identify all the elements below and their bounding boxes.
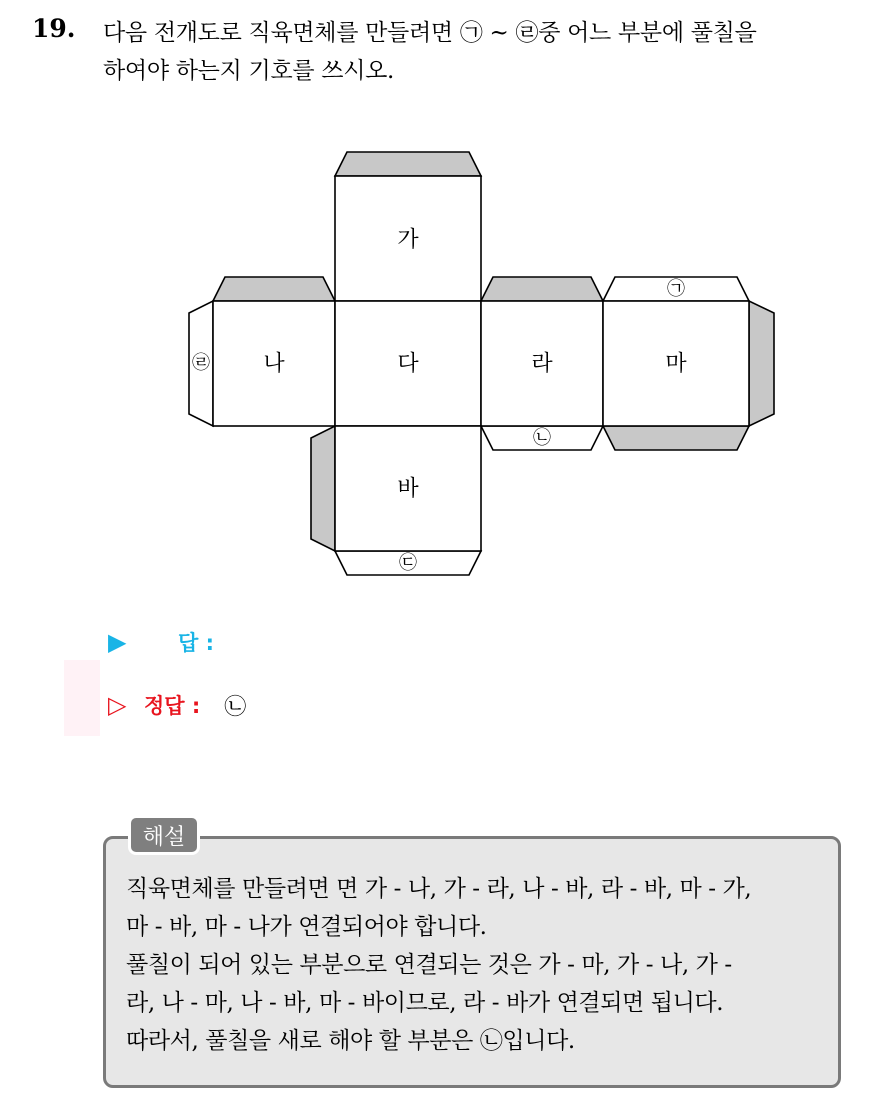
flap-na-top: [213, 277, 335, 301]
flap-ga-top: [335, 152, 481, 176]
question-line-2: 하여야 하는지 기호를 쓰시오.: [103, 58, 395, 84]
explanation-title: 해설: [128, 815, 200, 855]
explanation-line-4: 라, 나 - 마, 나 - 바, 마 - 바이므로, 라 - 바가 연결되면 됩니다.: [126, 990, 724, 1016]
flap-label-giyeok: ㉠: [667, 278, 685, 300]
face-label-ba: 바: [397, 476, 419, 502]
correct-triangle-icon: ▷: [108, 691, 127, 719]
correct-answer-row: [108, 688, 246, 722]
flap-ma-bottom: [603, 426, 749, 450]
flap-ra-top: [481, 277, 603, 301]
answer-label: 답 :: [178, 631, 214, 655]
correct-answer-label: 정답 :: [144, 694, 201, 718]
face-label-ra: 라: [531, 351, 553, 377]
margin-mark: [64, 660, 100, 736]
face-label-da: 다: [397, 351, 419, 377]
flap-ma-right: [749, 301, 774, 426]
explanation-line-2: 마 - 바, 마 - 나가 연결되어야 합니다.: [126, 914, 487, 940]
answer-row: [108, 626, 214, 658]
correct-answer-value: ㉡: [224, 694, 247, 720]
question-number: 19.: [32, 14, 76, 43]
face-label-ma: 마: [665, 351, 687, 377]
flap-label-rieul: ㉣: [192, 352, 210, 374]
flap-ba-left: [311, 426, 335, 551]
explanation-text: [126, 870, 832, 1060]
answer-triangle-icon: ▶: [108, 628, 127, 656]
face-label-na: 나: [263, 351, 285, 377]
explanation-line-3: 풀칠이 되어 있는 부분으로 연결되는 것은 가 - 마, 가 - 나, 가 -: [126, 952, 732, 978]
face-label-ga: 가: [397, 227, 419, 253]
question-line-1: 다음 전개도로 직육면체를 만들려면 ㉠ ~ ㉣중 어느 부분에 풀칠을: [103, 20, 757, 46]
explanation-line-5: 따라서, 풀칠을 새로 해야 할 부분은 ㉡입니다.: [126, 1028, 575, 1054]
flap-label-nieun: ㉡: [533, 427, 551, 449]
explanation-line-1: 직육면체를 만들려면 면 가 - 나, 가 - 라, 나 - 바, 라 - 바, 마 - 가,: [126, 876, 752, 902]
flap-label-digeut: ㉢: [399, 552, 417, 574]
